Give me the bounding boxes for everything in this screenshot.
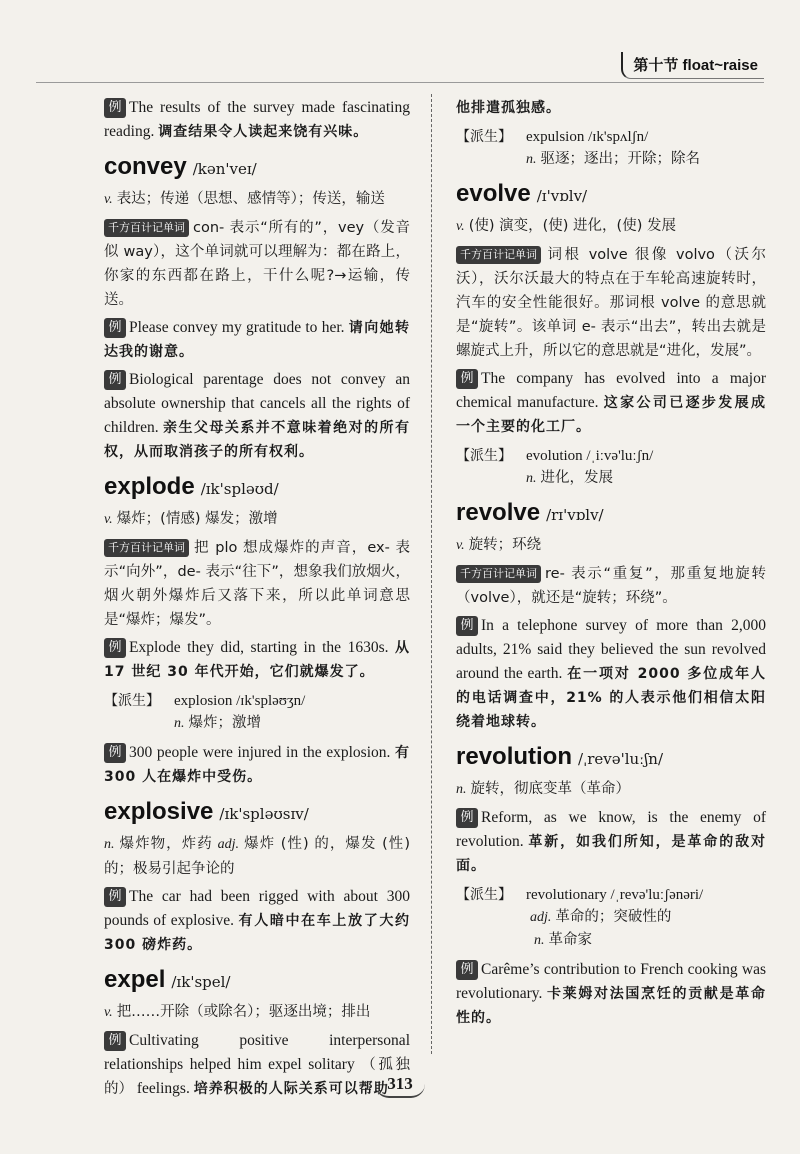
example-continuation: 他排遣孤独感。 <box>456 100 561 116</box>
headword-text: expel <box>104 966 166 993</box>
memory-tip: 千方百计记单词 con- 表示“所有的”，vey（发音似 way），这个单词就可以理解为：都在路上，你家的东西都在路上，干什么呢?→运输，传送。 <box>104 220 410 308</box>
derivative-block: 【派生】 explosion /ɪk'spləʊʒn/ n. 爆炸；激增 <box>104 690 410 735</box>
example-sentence: 例 Carême’s contribution to French cooking was revolutionary. 卡莱姆对法国烹饪的贡献是革命性的。 <box>456 961 767 1026</box>
derivative-label: 【派生】 <box>104 693 160 709</box>
headword-text: explosive <box>104 798 214 825</box>
headword-text: revolve <box>456 499 541 526</box>
example-sentence: 例 Biological parentage does not convey an absolute ownership that cancels all the rights of children. 亲生父母关系并不意味着绝对的所有权，从而取消孩子的所有权利。 <box>104 371 411 460</box>
headword-text: explode <box>104 473 195 500</box>
example-icon: 例 <box>104 370 126 390</box>
derivative-block: 【派生】 expulsion /ɪk'spʌlʃn/ n. 驱逐；逐出；开除；除名 <box>456 126 766 171</box>
example-icon: 例 <box>104 887 126 907</box>
definition: v. 旋转；环绕 <box>456 537 542 553</box>
phonetic: /ˌrevə'luːʃn/ <box>578 750 664 768</box>
example-sentence: 例 Please convey my gratitude to her. 请向她转达我的谢意。 <box>104 319 411 360</box>
phonetic: /ɪk'spel/ <box>171 973 231 991</box>
headword-revolution <box>456 742 766 775</box>
memory-badge: 千方百计记单词 <box>456 565 541 583</box>
example-icon: 例 <box>456 369 478 389</box>
headword-explosive <box>104 797 410 830</box>
example-sentence: 例 The company has evolved into a major chemical manufacture. 这家公司已逐步发展成一个主要的化工厂。 <box>456 370 767 435</box>
headword-convey <box>104 152 410 185</box>
example-sentence: 例 Explode they did, starting in the 1630s. 从 17 世纪 30 年代开始，它们就爆发了。 <box>104 639 410 680</box>
example-icon: 例 <box>104 318 126 338</box>
phonetic: /rɪ'vɒlv/ <box>546 506 604 524</box>
phonetic: /ɪk'spləʊd/ <box>200 480 279 498</box>
phonetic: /ɪ'vɒlv/ <box>536 187 588 205</box>
example-sentence: 例 The car had been rigged with about 300 pounds of explosive. 有人暗中在车上放了大约 300 磅炸药。 <box>104 888 411 953</box>
example-icon: 例 <box>456 960 478 980</box>
headword-explode <box>104 472 410 505</box>
section-header: 第十节 float~raise <box>621 52 764 79</box>
phonetic: /kən'veɪ/ <box>192 160 257 178</box>
phonetic: /ɪk'spləʊsɪv/ <box>219 805 309 823</box>
example-icon: 例 <box>456 616 478 636</box>
example-icon: 例 <box>104 638 126 658</box>
headword-expel <box>104 965 410 998</box>
memory-tip: 千方百计记单词 词根 volve 很像 volvo（沃尔沃），沃尔沃最大的特点在于车轮高速旋转时，汽车的安全性能很好。那词根 volve 的意思就是“旋转”。该单词 e- 表示“出去”，转出去就是螺旋式上升，所以它的意思就是“进化，发展”。 <box>456 247 766 359</box>
right-column <box>456 96 766 1034</box>
derivative-label: 【派生】 <box>456 129 512 145</box>
example-icon: 例 <box>456 808 478 828</box>
definition: n. 旋转，彻底变革（革命） <box>456 781 630 797</box>
definition: v. 把……开除（或除名）；驱逐出境；排出 <box>104 1004 371 1020</box>
column-divider <box>431 94 432 1054</box>
page-number: 313 <box>0 1072 800 1098</box>
left-column <box>104 96 410 1105</box>
header-rule <box>36 82 764 83</box>
example-icon: 例 <box>104 1031 126 1051</box>
memory-badge: 千方百计记单词 <box>104 219 189 237</box>
example-sentence: 例 Cultivating positive interpersonal relationships helped him expel solitary （孤独的） feelings. 培养积极的人际关系可以帮助 <box>104 1032 411 1097</box>
definition: n. 爆炸物，炸药 adj. 爆炸 (性) 的，爆发 (性) 的；极易引起争论的 <box>104 836 411 877</box>
example-sentence: 例 Reform, as we know, is the enemy of revolution. 革新，如我们所知，是革命的敌对面。 <box>456 809 767 874</box>
example-sentence: 例 In a telephone survey of more than 2,000 adults, 21% said they believed the sun revolved around the earth. 在一项对 2000 多位成年人的电话调查中，21% 的人表示他们相信太阳绕着地球转。 <box>456 617 767 730</box>
example-sentence: 例 300 people were injured in the explosion. 有 300 人在爆炸中受伤。 <box>104 744 410 785</box>
definition: v. 表达；传递（思想、感情等）；传送，输送 <box>104 191 385 207</box>
headword-text: revolution <box>456 743 573 770</box>
derivative-label: 【派生】 <box>456 448 512 464</box>
memory-tip: 千方百计记单词 把 plo 想成爆炸的声音，ex- 表示“向外”，de- 表示“往下”，想象我们放烟火，烟火朝外爆炸后又落下来，所以此单词意思是“爆炸；爆发”。 <box>104 540 410 628</box>
definition: v. 爆炸；(情感) 爆发；激增 <box>104 511 278 527</box>
derivative-block: 【派生】 evolution /ˌiːvə'luːʃn/ n. 进化，发展 <box>456 445 766 490</box>
example-survey: 例 The results of the survey made fascinating reading. 调查结果令人读起来饶有兴味。 <box>104 99 410 140</box>
derivative-label: 【派生】 <box>456 887 512 903</box>
headword-revolve <box>456 498 766 531</box>
headword-evolve <box>456 179 766 212</box>
example-icon: 例 <box>104 743 126 763</box>
example-icon: 例 <box>104 98 126 118</box>
headword-text: evolve <box>456 180 531 207</box>
definition: v. (使) 演变，(使) 进化，(使) 发展 <box>456 218 676 234</box>
memory-badge: 千方百计记单词 <box>104 539 189 557</box>
memory-tip: 千方百计记单词 re- 表示“重复”，那重复地旋转（volve），就还是“旋转；环绕”。 <box>456 566 766 606</box>
headword-text: convey <box>104 153 187 180</box>
memory-badge: 千方百计记单词 <box>456 246 541 264</box>
derivative-block: 【派生】 revolutionary /ˌrevə'luːʃənəri/ adj. 革命的；突破性的 n. 革命家 <box>456 884 766 952</box>
